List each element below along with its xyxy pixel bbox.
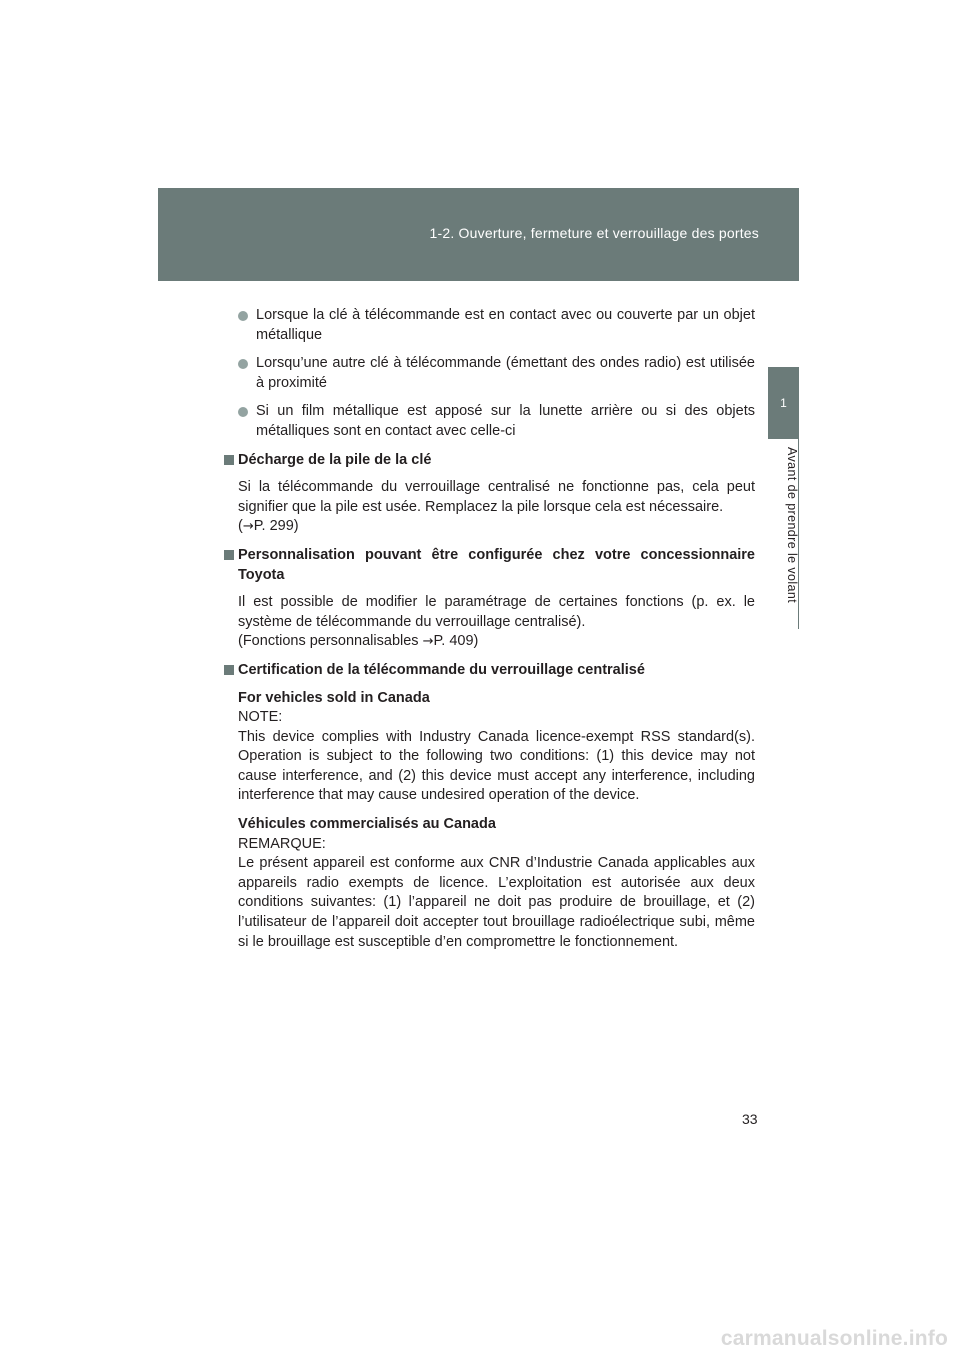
bullet-dot-icon: [238, 407, 248, 417]
section-battery: [222, 451, 755, 537]
header-title: 1-2. Ouverture, fermeture et verrouillage des portes: [429, 225, 759, 241]
ref-prefix: (Fonctions personnalisables: [238, 633, 423, 650]
section-body: [238, 689, 755, 953]
bullet-dot-icon: [238, 359, 248, 369]
section-body-text: Il est possible de modifier le paramétrage de certaines fonctions (p. ex. le système de télécommande du verrouillage centralisé).: [238, 594, 755, 630]
bullet-item: [238, 306, 755, 345]
arrow-right-icon: →: [422, 634, 434, 650]
notice-title: For vehicles sold in Canada: [238, 689, 430, 706]
bullet-dot-icon: [238, 311, 248, 321]
french-notice: [238, 815, 755, 952]
bullet-text: Si un film métallique est apposé sur la lunette arrière ou si des objets métalliques sont en contact avec celle-ci: [256, 403, 755, 439]
chapter-header: [158, 188, 799, 281]
section-heading-text: Décharge de la pile de la clé: [238, 451, 432, 468]
notice-text: Le présent appareil est conforme aux CNR d’Industrie Canada applicables aux appareils radio exempts de licence. L’exploitation est autorisée aux deux conditions suivantes: (1) l’appareil ne doit pas produire de brouillage, et (2) l’utilisateur de l’appareil doit accepter tout brouillage radioélectrique subi, même si le brouillage est susceptible d’en compromettre le fonctionnement.: [238, 855, 755, 950]
page-content: [222, 306, 755, 961]
bullet-text: Lorsque la clé à télécommande est en contact avec ou couverte par un objet métallique: [256, 307, 755, 343]
arrow-right-icon: →: [242, 519, 254, 535]
section-heading: [222, 451, 755, 471]
page-number: 33: [742, 1111, 758, 1127]
section-body: [238, 478, 755, 537]
notice-text: This device complies with Industry Canada licence-exempt RSS standard(s). Operation is subject to the following two conditions: (1) this device may not cause interference, and (2) this device must accept any interference, including interference that may cause undesired operation of the device.: [238, 728, 755, 804]
ref-open: (: [238, 518, 243, 535]
section-body-text: Si la télécommande du verrouillage centralisé ne fonctionne pas, cela peut signifier que la pile est usée. Remplacez la pile lorsque cela est nécessaire.: [238, 479, 755, 515]
section-heading-text: Personnalisation pouvant être configurée chez votre concessionnaire Toyota: [238, 546, 755, 583]
bullet-item: [238, 402, 755, 441]
bullet-item: [238, 354, 755, 393]
section-certification: [222, 661, 755, 952]
notice-label: REMARQUE:: [238, 835, 326, 852]
square-bullet-icon: [224, 455, 234, 465]
square-bullet-icon: [224, 665, 234, 675]
chapter-tab: [768, 367, 799, 439]
english-notice: [238, 689, 755, 807]
chapter-number: 1: [780, 396, 787, 410]
square-bullet-icon: [224, 550, 234, 560]
chapter-label: Avant de prendre le volant: [785, 447, 799, 604]
section-heading-text: Certification de la télécommande du verrouillage centralisé: [238, 661, 645, 678]
notice-label: NOTE:: [238, 709, 283, 726]
section-heading: [222, 661, 755, 681]
page-reference: P. 299): [253, 518, 299, 535]
notice-title: Véhicules commercialisés au Canada: [238, 816, 496, 833]
section-body: [238, 593, 755, 652]
page-reference: P. 409): [433, 633, 479, 650]
section-heading: [222, 546, 755, 585]
watermark: carmanualsonline.info: [720, 1327, 948, 1350]
bullet-text: Lorsqu’une autre clé à télécommande (émettant des ondes radio) est utilisée à proximité: [256, 355, 755, 391]
section-customization: [222, 546, 755, 652]
